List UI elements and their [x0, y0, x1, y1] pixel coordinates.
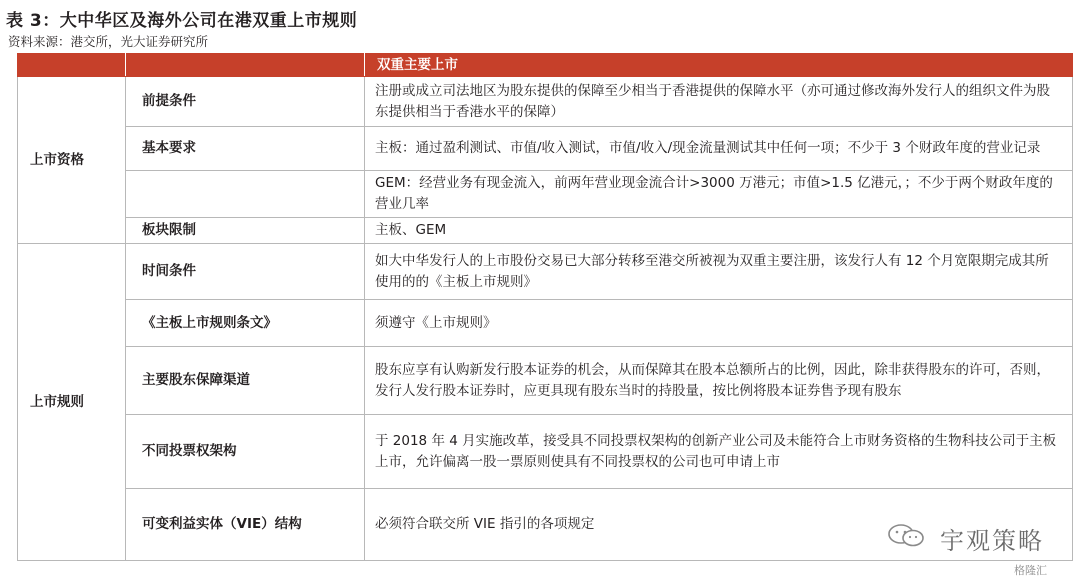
row-label: 板块限制: [126, 218, 365, 244]
table-row: [18, 300, 1073, 347]
row-label: [126, 171, 365, 218]
row-text: 主板：通过盈利测试、市值/收入测试，市值/收入/现金流量测试其中任何一项；不少于 3 个财政年度的营业记录: [365, 127, 1073, 171]
row-label: 前提条件: [126, 77, 365, 127]
table-header-row: [18, 54, 1073, 77]
row-label: 主要股东保障渠道: [126, 347, 365, 415]
table-row: [18, 127, 1073, 171]
row-text: GEM：经营业务有现金流入，前两年营业现金流合计>3000 万港元；市值>1.5 亿港元，；不少于两个财政年度的营业几率: [365, 171, 1073, 218]
table-title: 表 3：大中华区及海外公司在港双重上市规则: [6, 11, 358, 31]
source-note: 资料来源：港交所，光大证券研究所: [8, 34, 209, 49]
table-row: [18, 415, 1073, 489]
row-label: 不同投票权架构: [126, 415, 365, 489]
category-cell: 上市规则: [18, 244, 126, 561]
table-row: [18, 218, 1073, 244]
row-text: 必须符合联交所 VIE 指引的各项规定: [365, 489, 1073, 561]
table-row: [18, 347, 1073, 415]
row-text: 于 2018 年 4 月实施改革，接受具不同投票权架构的创新产业公司及未能符合上市财务资格的生物科技公司于主板上市，允许偏离一股一票原则使具有不同投票权的公司也可申请上市: [365, 415, 1073, 489]
table-row: [18, 77, 1073, 127]
row-text: 如大中华发行人的上市股份交易已大部分转移至港交所被视为双重主要注册，该发行人有 12 个月宽限期完成其所使用的的《主板上市规则》: [365, 244, 1073, 300]
row-text: 须遵守《上市规则》: [365, 300, 1073, 347]
row-label: 基本要求: [126, 127, 365, 171]
wechat-icon: [886, 523, 926, 547]
row-text: 股东应享有认购新发行股本证券的机会，从而保障其在股本总额所占的比例，因此，除非获得股东的许可，否则，发行人发行股本证券时，应更具现有股东当时的持股量，按比例将股本证券售予现有股东: [365, 347, 1073, 415]
row-text: 主板、GEM: [365, 218, 1073, 244]
row-label: 可变利益实体（VIE）结构: [126, 489, 365, 561]
row-text: 注册或成立司法地区为股东提供的保障至少相当于香港提供的保障水平（亦可通过修改海外发行人的组织文件为股东提供相当于香港水平的保障）: [365, 77, 1073, 127]
watermark-site: 格隆汇: [1014, 564, 1047, 577]
header-blank-cell: [18, 54, 126, 77]
column-header: 双重主要上市: [365, 54, 1073, 77]
row-label: 《主板上市规则条文》: [126, 300, 365, 347]
watermark-brand: 宇观策略: [940, 527, 1044, 555]
table-row: [18, 244, 1073, 300]
row-label: 时间条件: [126, 244, 365, 300]
table-row: [18, 171, 1073, 218]
category-cell: 上市资格: [18, 77, 126, 244]
header-blank-cell: [126, 54, 365, 77]
dual-listing-rules-table: [17, 53, 1073, 561]
